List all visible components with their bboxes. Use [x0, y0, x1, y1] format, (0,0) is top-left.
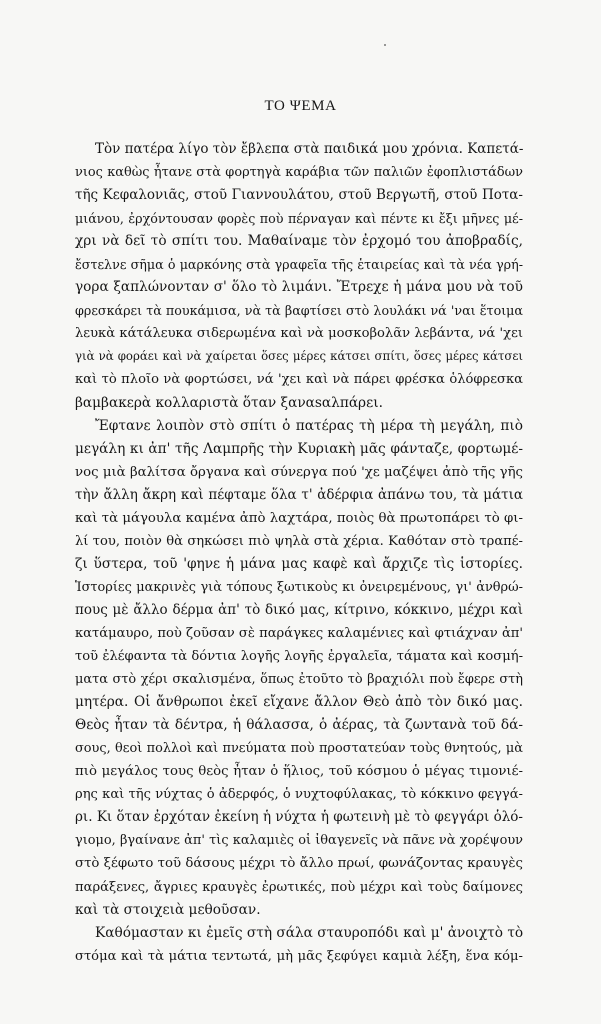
text-line: γιὰ νὰ φοράει καὶ νὰ χαίρεται ὅσες μέρες κάτσει σπίτι, ὅσες μέρες κάτσει [75, 349, 523, 364]
text-line: φρεσκάρει τὰ πουκάμισα, νὰ τὰ βαφτίσει στὸ λουλάκι νά 'ναι ἕτοιμα [75, 303, 523, 319]
text-line: τοῦ ἐλέφαντα τὰ δόντια λογῆς λογῆς ἐργαλεῖα, τάματα καὶ κοσμή- [75, 649, 523, 665]
text-line: κατάμαυρο, ποὺ ζοῦσαν σὲ παράγκες καλαμένιες καὶ φτιάχναν ἀπ' [75, 625, 523, 641]
text-line: Θεὸς ἦταν τὰ δέντρα, ἡ θάλασσα, ὁ ἀέρας, τὰ ζωντανὰ τοῦ δά- [75, 717, 523, 734]
text-line: λευκὰ κάτάλευκα σιδερωμένα καὶ νὰ μοσκοβολᾶν λεβάντα, νά 'χει [75, 326, 523, 342]
text-line: σους, θεοὶ πολλοὶ καὶ πνεύματα ποὺ προστατεύαν τοὺς θνητούς, μὰ [75, 741, 523, 757]
text-line: ρι. Κι ὅταν ἐρχόταν ἐκείνη ἡ νύχτα ἡ φωτεινὴ μὲ τὸ φεγγάρι ὁλό- [75, 809, 523, 826]
chapter-title: ΤΟ ΨΕΜΑ [264, 98, 337, 114]
text-line: πιὸ μεγάλος τους θεὸς ἦταν ὁ ἥλιος, τοῦ κόσμου ὁ μέγας τιμονιέ- [75, 764, 523, 780]
body-text [75, 138, 523, 968]
text-line: ρης καὶ τῆς νύχτας ὁ ἀδερφός, ὁ νυχτοφύλακας, τὸ κόκκινο φεγγά- [75, 787, 523, 803]
text-line: λί του, ποιὸν θὰ σηκώσει πιὸ ψηλὰ στὰ χέρια. Καθόταν στὸ τραπέ- [75, 533, 523, 549]
text-line: καὶ τὰ μάγουλα καμένα ἀπὸ λαχτάρα, ποιὸς θὰ πρωτοπάρει τὸ φι- [75, 510, 523, 526]
text-line: τῆς Κεφαλονιᾶς, στοῦ Γιαννουλάτου, στοῦ Βεργωτῆ, στοῦ Ποτα- [75, 187, 523, 204]
text-line: Καθόμασταν κι ἐμεῖς στὴ σάλα σταυροπόδι καὶ μ' ἀνοιχτὸ τὸ [95, 924, 523, 941]
text-line: τὴν ἄλλη ἄκρη καὶ πέφταμε ὅλα τ' ἀδέρφια ἀπάνω του, τὰ μάτια [75, 486, 523, 503]
text-line: γιομο, βγαίνανε ἀπ' τὶς καλαμιὲς οἱ ἰθαγενεῖς νὰ πᾶνε νὰ χορέψουν [75, 833, 523, 849]
text-line: ματα στὸ χέρι σκαλισμένα, ὅπως ἐτοῦτο τὸ βραχιόλι ποὺ ἔφερε στὴ [75, 672, 523, 688]
text-line: βαμβακερὰ κολλαριστὰ ὅταν ξαναsαλπάρει. [75, 394, 383, 411]
text-line: μιάνου, ἐρχόντουσαν φορὲς ποὺ πέρναγαν καὶ πέντε κι ἔξι μῆνες μέ- [75, 211, 523, 227]
text-line: καὶ τὸ πλοῖο νὰ φορτώσει, νά 'χει καὶ νὰ πάρει φρέσκα ὁλόφρεσκα [75, 372, 523, 388]
text-line: χρι νὰ δεῖ τὸ σπίτι του. Μαθαίναμε τὸν ἐρχομό του ἀποβραδίς, [75, 233, 523, 250]
text-line: στὸ ξέφωτο τοῦ δάσους μέχρι τὸ ἄλλο πρωί, φωνάζοντας κραυγὲς [75, 856, 523, 872]
text-line: Τὸν πατέρα λίγο τὸν ἔβλεπα στὰ παιδικά μου χρόνια. Καπετά- [95, 141, 523, 157]
text-line: Ἔφτανε λοιπὸν στὸ σπίτι ὁ πατέρας τὴ μέρα τὴ μεγάλη, πιὸ [95, 417, 523, 434]
text-line: καὶ τὰ στοιχειὰ μεθοῦσαν. [75, 901, 261, 918]
text-line: στόμα καὶ τὰ μάτια τεντωτά, μὴ μᾶς ξεφύγει καμιὰ λέξη, ἕνα κόμ- [75, 948, 523, 964]
text-line: ζι ὕστερα, τοῦ 'φηνε ἡ μάνα μας καφὲ καὶ ἄρχιζε τὶς ἱστορίες. [75, 555, 523, 572]
text-line: πους μὲ ἄλλο δέρμα ἀπ' τὸ δικό μας, κίτρινο, κόκκινο, μέχρι καὶ [75, 601, 523, 618]
scan-dot [384, 44, 386, 46]
text-line: νος μιὰ βαλίτσα ὄργανα καὶ σύνεργα πού 'χε μαζέψει ἀπὸ τῆς γῆς [75, 464, 523, 480]
text-line: νιος καθὼς ἦτανε στὰ φορτηγὰ καράβια τῶν παλιῶν ἐφοπλιστάδων [75, 165, 523, 181]
text-line: παράξενες, ἄγριες κραυγὲς ἐρωτικές, ποὺ μέχρι καὶ τοὺς δαίμονες [75, 879, 523, 895]
text-line: γορα ξαπλώνονταν σ' ὅλο τὸ λιμάνι. Ἔτρεχε ἡ μάνα μου νὰ τοῦ [75, 279, 523, 296]
text-line: μεγάλη κι ἀπ' τῆς Λαμπρῆς τὴν Κυριακὴ μᾶς φάνταζε, φορτωμέ- [75, 440, 523, 457]
text-line: Ἱστορίες μακρινὲς γιὰ τόπους ξωτικοὺς κι ὀνειρεμένους, γι' ἀνθρώ- [75, 579, 523, 595]
text-line: ἔστελνε σῆμα ὁ μαρκόνης στὰ γραφεῖα τῆς ἑταιρείας καὶ τὰ νέα γρή- [75, 257, 523, 273]
text-line: μητέρα. Οἱ ἄνθρωποι ἐκεῖ εἴχανε ἄλλον Θεὸ ἀπὸ τὸν δικό μας. [75, 694, 523, 711]
